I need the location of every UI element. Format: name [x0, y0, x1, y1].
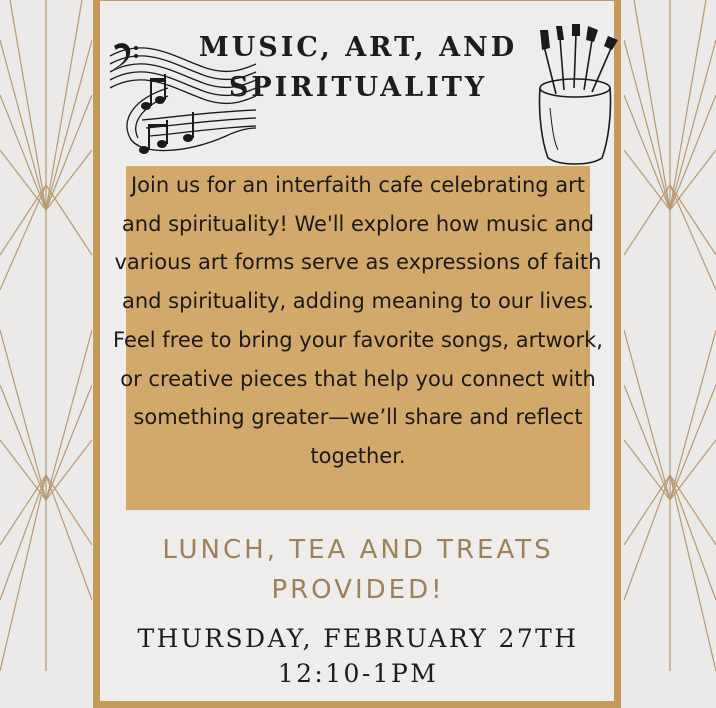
- refreshments-notice: LUNCH, TEA AND TREATS PROVIDED!: [162, 535, 554, 605]
- art-deco-pattern-right: [624, 0, 716, 671]
- event-date: THURSDAY, FEBRUARY 27TH: [137, 624, 579, 653]
- event-description: Join us for an interfaith cafe celebrating art and spirituality! We'll explore how music and various art forms serve as expressions of faith and spirituality, adding meaning to our lives. Feel free to bring your favorite songs, artwork, or creative pieces that help you connect with something greater—we’ll share and reflect together.: [113, 173, 603, 468]
- poster-title: MUSIC, ART, AND SPIRITUALITY: [198, 32, 518, 103]
- art-deco-pattern-left: [0, 0, 92, 671]
- event-time: 12:10-1PM: [277, 659, 439, 688]
